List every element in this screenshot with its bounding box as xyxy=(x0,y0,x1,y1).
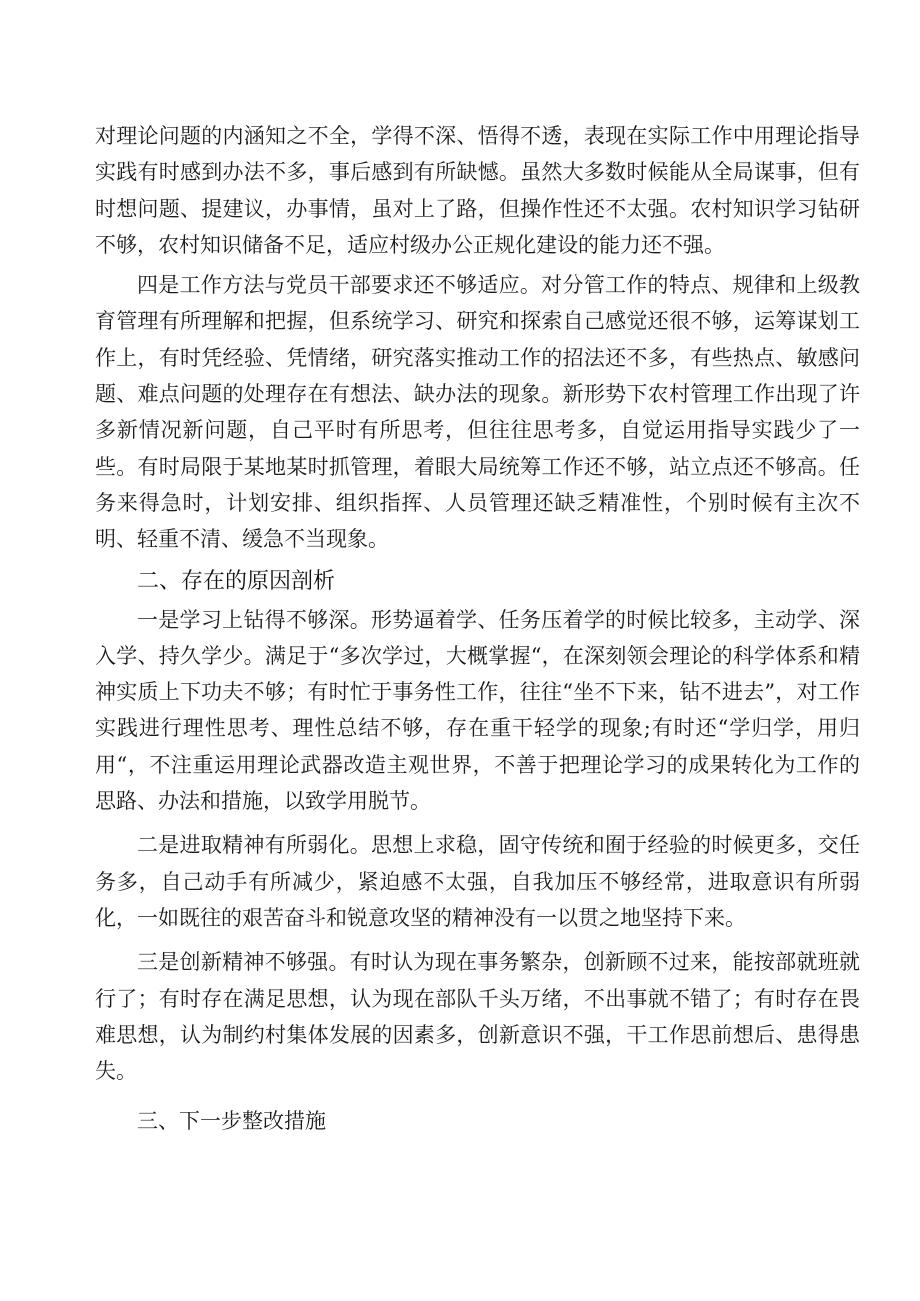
cause-paragraph-3: 三是创新精神不够强。有时认为现在事务繁杂，创新顾不过来，能按部就班就行了；有时存在满足思想，认为现在部队千头万绪，不出事就不错了；有时存在畏难思想，认为制约村集体发展的因素多，创新意识不强，干工作思前想后、患得患失。 xyxy=(95,950,860,1084)
section-heading-causes: 二、存在的原因剖析 xyxy=(137,568,336,594)
cause-paragraph-1: 一是学习上钻得不够深。形势逼着学、任务压着学的时候比较多，主动学、深入学、持久学少。满足于“多次学过，大概掌握“，在深刻领会理论的科学体系和精神实质上下功夫不够；有时忙于事务性工作，往往“坐不下来，钻不进去”，对工作实践进行理性思考、理性总结不够，存在重干轻学的现象;有时还“学归学，用归用“，不注重运用理论武器改造主观世界，不善于把理论学习的成果转化为工作的思路、办法和措施，以致学用脱节。 xyxy=(95,607,860,814)
body-paragraph-1: 对理论问题的内涵知之不全，学得不深、悟得不透，表现在实际工作中用理论指导实践有时感到办法不多，事后感到有所缺憾。虽然大多数时候能从全局谋事，但有时想问题、提建议，办事情，虽对上了路，但操作性还不太强。农村知识学习钻研不够，农村知识储备不足，适应村级办公正规化建设的能力还不强。 xyxy=(95,124,860,257)
section-heading-measures: 三、下一步整改措施 xyxy=(137,1109,326,1134)
cause-paragraph-2: 二是进取精神有所弱化。思想上求稳，固守传统和囿于经验的时候更多，交任务多，自己动手有所减少，紧迫感不太强，自我加压不够经常，进取意识有所弱化，一如既往的艰苦奋斗和锐意攻坚的精神没有一以贯之地坚持下来。 xyxy=(95,833,860,930)
body-paragraph-2: 四是工作方法与党员干部要求还不够适应。对分管工作的特点、规律和上级教育管理有所理解和把握，但系统学习、研究和探索自己感觉还很不够，运筹谋划工作上，有时凭经验、凭情绪，研究落实推动工作的招法还不多，有些热点、敏感问题、难点问题的处理存在有想法、缺办法的现象。新形势下农村管理工作出现了许多新情况新问题，自己平时有所思考，但往往思考多，自觉运用指导实践少了一些。有时局限于某地某时抓管理，着眼大局统筹工作还不够，站立点还不够高。任务来得急时，计划安排、组织指挥、人员管理还缺乏精准性，个别时候有主次不明、轻重不清、缓急不当现象。 xyxy=(95,273,860,552)
